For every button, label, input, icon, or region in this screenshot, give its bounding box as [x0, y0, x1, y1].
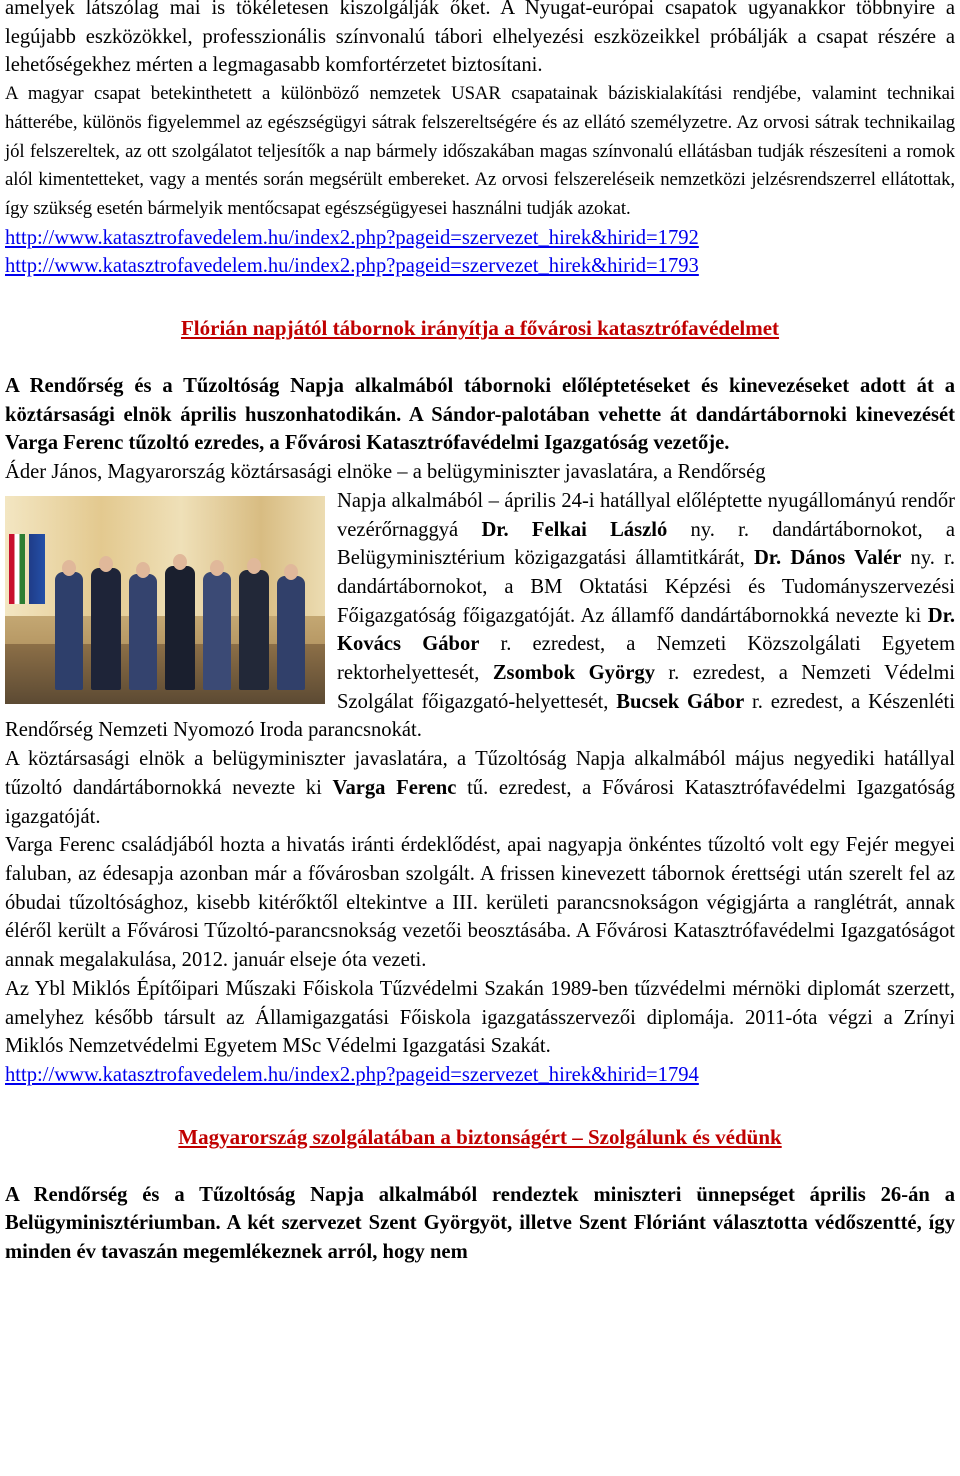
person-name: Dr. Felkai László [481, 518, 668, 541]
article-paragraph-ader-line1: Áder János, Magyarország köztársasági elnöke – a belügyminiszter javaslatára, a Rendőrség [5, 461, 766, 484]
person-name: Dr. Kovács Gábor [337, 604, 955, 656]
intro-paragraph-1: amelyek látszólag mai is tökéletesen kiszolgálják őket. A Nyugat-európai csapatok ugyanakkor többnyire a legújabb eszközökkel, professzionális színvonalú tábori elhelyezési eszközeikkel próbálják a csapat részére a lehetőségekhez mérten a legmagasabb komfortérzetet biztosítani. [5, 0, 955, 77]
source-link-1794[interactable]: http://www.katasztrofavedelem.hu/index2.php?pageid=szervezet_hirek&hirid=1794 [5, 1063, 699, 1086]
article-paragraph-varga-appointment: A köztársasági elnök a belügyminiszter javaslatára, a Tűzoltóság Napja alkalmából május negyediki hatállyal tűzoltó dandártábornokká nevezte ki Varga Ferenc tű. ezredest, a Fővárosi Katasztrófavédelmi Igazgatóság igazgatóját. [5, 748, 956, 828]
person-name: Dr. Dános Valér [753, 547, 902, 570]
article-lead-florian: A Rendőrség és a Tűzoltóság Napja alkalmából tábornoki előléptetéseket és kinevezéseket adott át a köztársasági elnök április huszonhatodikán. A Sándor-palotában vehette át dandártábornoki kinevezését Varga Ferenc tűzoltó ezredes, a Fővárosi Katasztrófavédelmi Igazgatóság vezetője. [5, 375, 955, 455]
article-lead-szolgalunk: A Rendőrség és a Tűzoltóság Napja alkalmából rendeztek miniszteri ünnepséget április 26-án a Belügyminisztériumban. A két szervezet Szent Györgyöt, illetve Szent Flóriánt választotta védőszentté, így minden év tavaszán megemlékeznek arról, hogy nem [5, 1183, 955, 1264]
person-name: Varga Ferenc [332, 776, 457, 799]
article-title-florian: Flórián napjától tábornok irányítja a fővárosi katasztrófavédelmet [180, 316, 780, 341]
article-paragraph-varga-family: Varga Ferenc családjából hozta a hivatás iránti érdeklődést, apai nagyapja önkéntes tűzoltó volt egy Fejér megyei faluban, az édesapja azonban már a fővárosban szolgált. A frissen kinevezett tábornok érettségi után szerelt fel az óbudai tűzoltósághoz, kisebb kitérőktől eltekintve a III. kerületi parancsnokságon végigjárta a ranglétrát, annak éléről került a Fővárosi Tűzoltó-parancsnokság vezetői beosztásába. A Fővárosi Katasztrófavédelmi Igazgatóságot annak megalakulása, 2012. január elseje óta vezeti. [5, 834, 955, 972]
article-paragraph-varga-education: Az Ybl Miklós Építőipari Műszaki Főiskola Tűzvédelmi Szakán 1989-ben tűzvédelmi mérnöki diplomát szerzett, amelyhez később társult az Államigazgatási Főiskola igazgatásszervezői diplomája. 2011-óta végzi a Zrínyi Miklós Nemzetvédelmi Egyetem MSc Védelmi Igazgatási Szakát. [5, 977, 955, 1058]
article-title-szolgalunk: Magyarország szolgálatában a biztonságért – Szolgálunk és védünk [178, 1124, 782, 1149]
intro-paragraph-2: A magyar csapat betekinthetett a különböző nemzetek USAR csapatainak báziskialakítási rendjébe, valamint technikai hátterébe, különös figyelemmel az egészségügyi sátrak felszereltségére és az ellátó személyzetre. Az orvosi sátrak technikailag jól felszereltek, az ott szolgálatot teljesítők a nap bármely időszakában magas színvonalú ellátásban tudják részesíteni a romok alól kimentetteket, vagy a mentés során megsérült embereket. Az orvosi felszereléseik nemzetközi jelzésrendszerrel ellátottak, így szükség esetén bármelyik mentőcsapat egészségügyesei használni tudják azokat. [5, 83, 955, 219]
document-page [5, 0, 955, 1267]
ceremony-photo [5, 496, 325, 704]
source-link-1793[interactable]: http://www.katasztrofavedelem.hu/index2.php?pageid=szervezet_hirek&hirid=1793 [5, 255, 699, 278]
person-name: Bucsek Gábor [616, 690, 745, 713]
source-link-1792[interactable]: http://www.katasztrofavedelem.hu/index2.php?pageid=szervezet_hirek&hirid=1792 [5, 226, 699, 249]
person-name: Zsombok György [492, 662, 655, 685]
article-paragraph-ader: Napja alkalmából – április 24-i hatállyal előléptette nyugállományú rendőr vezérőrnaggyá Dr. Felkai László ny. r. dandártábornokot, a Belügyminisztérium közigazgatási államtitkárát, Dr. Dános Valér ny. r. dandártábornokot, a BM Oktatási Képzési és Tudományszervezési Főigazgatóság főigazgatóját. Az államfő dandártábornokká nevezte ki Dr. Kovács Gábor r. ezredest, a Nemzeti Közszolgálati Egyetem rektorhelyettesét, Zsombok György r. ezredest, a Nemzeti Védelmi Szolgálat főigazgató-helyettesét, Bucsek Gábor r. ezredest, a Készenléti Rendőrség Nemzeti Nyomozó Iroda parancsnokát. [5, 489, 956, 742]
